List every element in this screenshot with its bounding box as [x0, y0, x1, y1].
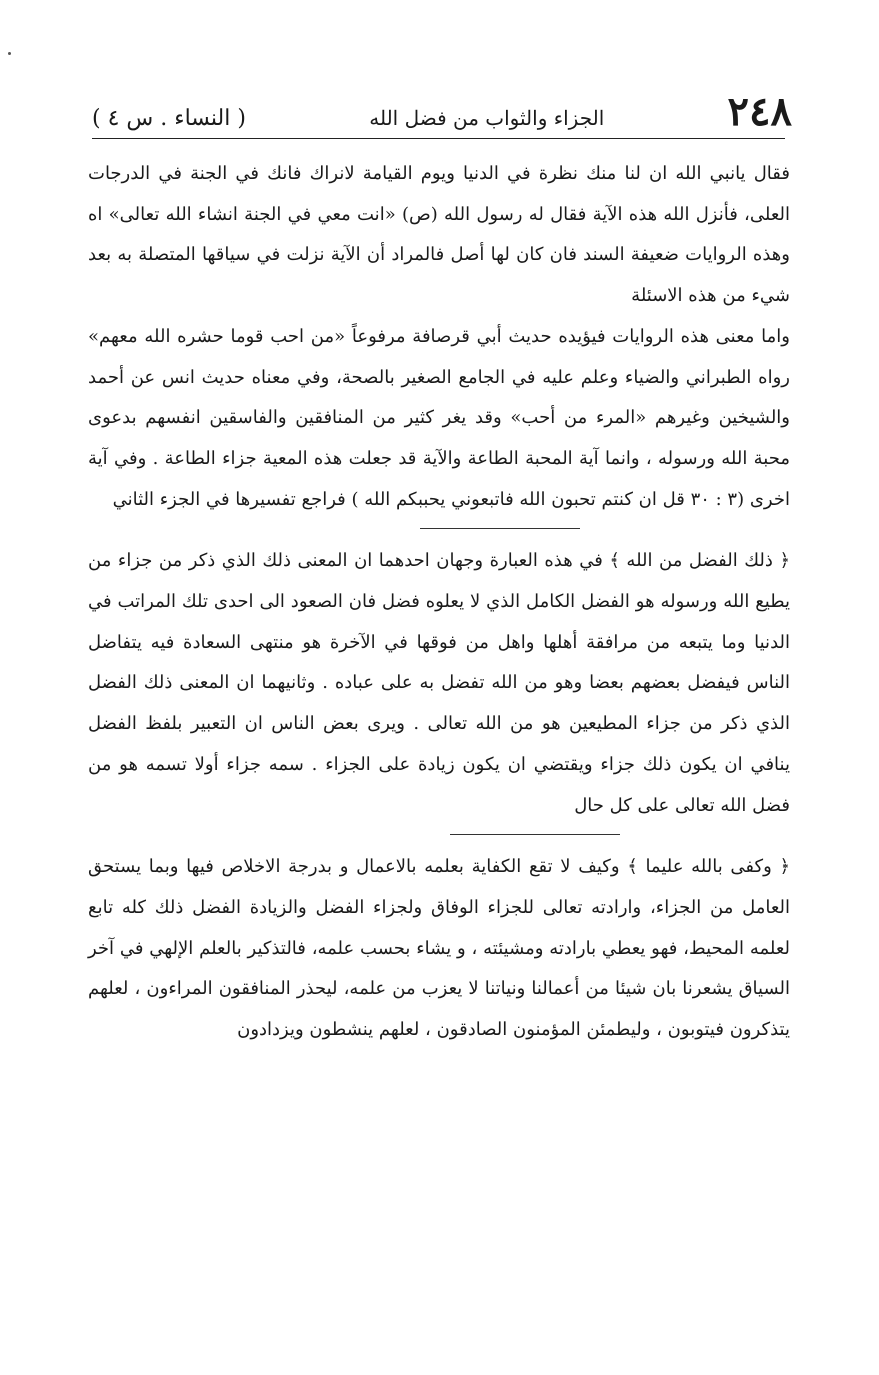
paragraph-2: واما معنى هذه الروايات فيؤيده حديث أبي قرصافة مرفوعاً «من احب قوما حشره الله معهم» رواه الطبراني والضياء وعلم عليه في الجامع الصغير بالصحة، وفي معناه حديث انس عن أحمد والشيخين وغيرهم «المرء من أحب» وقد يغر كثير من المنافقين والفاسقين انفسهم بدعوى محبة الله ورسوله ، وانما آية المحبة الطاعة والآية قد جعلت هذه المعية جزاء الطاعة . وفي آية اخرى (٣ : ٣٠ قل ان كنتم تحبون الله فاتبعوني يحببكم الله ) فراجع تفسيرها في الجزء الثاني	[88, 325, 790, 510]
body-text	[88, 154, 790, 1051]
chapter-reference: ( النساء . س ٤ )	[92, 106, 246, 131]
paragraph-4: ﴿ وكفى بالله عليما ﴾ وكيف لا تقع الكفاية بعلمه بالاعمال و بدرجة الاخلاص فيها وبما يستحق العامل من الجزاء، وارادته تعالى للجزاء الوفاق ولجزاء الفضل والزيادة الفضل ذلك كله تابع لعلمه المحيط، فهو يعطي بارادته ومشيئته ، و يشاء بحسب علمه، فالتذكير بالعلم الإلهي في آخر السياق يشعرنا بان شيئا من أعمالنا ونياتنا لا يعزب من علمه، ليحذر المنافقون المراءون ، لعلهم يتذكرون فيتوبون ، وليطمئن المؤمنون الصادقون ، لعلهم ينشطون ويزدادون	[88, 856, 790, 1041]
page-number: ٢٤٨	[727, 88, 792, 135]
paragraph-1: فقال يانبي الله ان لنا منك نظرة في الدنيا ويوم القيامة لانراك فانك في الجنة في الدرجات العلى، فأنزل الله هذه الآية فقال له رسول الله (ص) «انت معي في الجنة انشاء الله تعالى» اه وهذه الروايات ضعيفة السند فان كان لها أصل فالمراد أن الآية نزلت في سياقها المتصلة به بعد شيء من هذه الاسئلة	[88, 163, 790, 307]
paragraph-3: ﴿ ذلك الفضل من الله ﴾ في هذه العبارة وجهان احدهما ان المعنى ذلك الذي ذكر من جزاء من يطيع الله ورسوله هو الفضل الكامل الذي لا يعلوه فضل فان الصعود الى احدى تلك المراتب في الدنيا وما يتبعه من مرافقة أهلها واهل من فوقها في الآخرة هو منتهى السعادة فيه يتفاضل الناس فيفضل بعضهم بعضا وهو من الله تفضل به على عباده . وثانيهما ان المعنى ذلك الفضل الذي ذكر من جزاء المطيعين هو من الله تعالى . ويرى بعض الناس ان التعبير بلفظ الفضل ينافي ان يكون ذلك جزاء ويقتضي ان يكون زيادة على الجزاء . سمه جزاء أولا تسمه هو من فضل الله تعالى على كل حال	[88, 550, 790, 816]
running-title: الجزاء والثواب من فضل الله	[369, 106, 605, 130]
section-separator	[450, 834, 620, 835]
header-rule	[92, 138, 785, 139]
scan-speck	[8, 52, 11, 55]
section-separator	[420, 528, 580, 529]
page-header	[92, 88, 792, 135]
